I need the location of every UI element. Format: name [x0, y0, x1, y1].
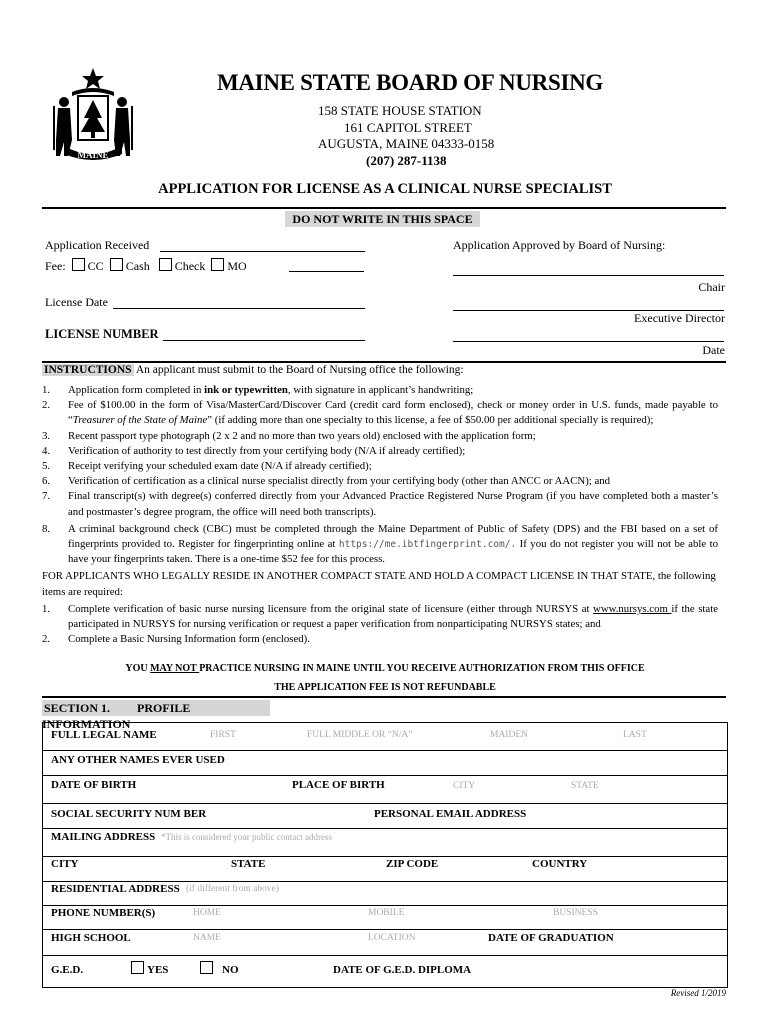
- ged-yes-label: YES: [147, 964, 169, 976]
- board-address: [318, 103, 494, 169]
- list-item: 5. Receipt verifying your scheduled exam date (N/A if already certified);: [42, 460, 372, 473]
- section-title: PROFILE INFORMATION: [42, 701, 191, 731]
- list-item: 3. Recent passport type photograph (2 x 2 and no more than two years old) enclosed with the application form;: [42, 429, 536, 442]
- list-item: 1. Application form completed in ink or typewritten, with signature in applicant’s handwriting;: [42, 384, 474, 396]
- last-name-hint: LAST: [623, 730, 647, 740]
- application-title: APPLICATION FOR LICENSE AS A CLINICAL NURSE SPECIALIST: [158, 181, 612, 197]
- svg-text:MAINE: MAINE: [77, 150, 109, 160]
- instructions-intro: An applicant must submit to the Board of Nursing office the following:: [135, 364, 464, 376]
- instructions-header: [42, 364, 464, 376]
- section-number: SECTION 1.: [44, 701, 111, 715]
- state-label: STATE: [231, 858, 266, 870]
- divider: [42, 696, 726, 698]
- list-item: 7. Final transcript(s) with degree(s) conferred directly from your Advanced Practice Registered Nurse Program (if you have completed both a master’s and postmaster’s degree program, the office will need both transcripts).: [42, 490, 718, 518]
- full-legal-name-row[interactable]: [43, 723, 727, 751]
- birth-row[interactable]: [43, 776, 727, 804]
- fingerprint-link[interactable]: https://me.ibtfingerprint.com/.: [338, 539, 517, 551]
- phone-row[interactable]: [43, 906, 727, 930]
- residential-address-hint: (if different from above): [186, 884, 279, 894]
- fee-cc-label: CC: [87, 259, 104, 273]
- do-not-write-banner: DO NOT WRITE IN THIS SPACE: [285, 211, 480, 227]
- city-label: CITY: [51, 858, 79, 870]
- fee-cc-checkbox[interactable]: [72, 258, 85, 271]
- page-title: MAINE STATE BOARD OF NURSING: [216, 70, 604, 95]
- divider: [42, 361, 726, 363]
- maiden-name-hint: MAIDEN: [490, 730, 528, 740]
- divider: [42, 207, 726, 209]
- list-item: 4. Verification of authority to test directly from your certifying body (N/A if already certified);: [42, 444, 466, 457]
- authorization-warning: YOU MAY NOT PRACTICE NURSING IN MAINE UNTIL YOU RECEIVE AUTHORIZATION FROM THIS OFFICE: [125, 663, 645, 674]
- license-number-label: LICENSE NUMBER: [45, 327, 159, 341]
- mobile-phone-hint: MOBILE: [368, 908, 405, 918]
- residential-address-row[interactable]: [43, 882, 727, 906]
- school-name-hint: NAME: [193, 933, 221, 943]
- compact-intro: FOR APPLICANTS WHO LEGALLY RESIDE IN ANOTHER COMPACT STATE AND HOLD A COMPACT LICENSE IN THAT STATE, the following items are required:: [42, 570, 716, 598]
- fee-cash-checkbox[interactable]: [110, 258, 123, 271]
- license-date-label: License Date: [45, 295, 108, 309]
- phone-label: PHONE NUMBER(S): [51, 907, 156, 919]
- fee-label: Fee:: [45, 259, 66, 273]
- fee-row: [45, 258, 247, 274]
- pob-city-hint: CITY: [453, 781, 476, 791]
- state-seal: [50, 66, 136, 166]
- ged-date-label: DATE OF G.E.D. DIPLOMA: [333, 964, 472, 976]
- license-number-field[interactable]: [163, 328, 365, 341]
- license-date-field[interactable]: [113, 296, 365, 309]
- list-item: 8. A criminal background check (CBC) must be completed through the Maine Department of Public of Safety (DPS) and the FBI based on a set of fingerprints provided to. Register for fingerprinting online at https://me.ibtfingerprint.com/. If you do not register you will not be able to have your fingerprints taken. There is a one-time $52 fee for this process.: [42, 522, 718, 566]
- list-item: 2. Fee of $100.00 in the form of Visa/MasterCard/Discover Card (credit card form enclosed), check or money order in U.S. funds, made payable to “Treasurer of the State of Maine” (if adding more than one specialty to this license, a fee of $50.00 per additional specially is required);: [42, 399, 718, 427]
- address-line: AUGUSTA, MAINE 04333-0158: [318, 136, 495, 151]
- ssn-email-row[interactable]: [43, 804, 727, 829]
- ged-no-label: NO: [222, 964, 239, 976]
- fee-mo-field[interactable]: [289, 259, 364, 272]
- high-school-row[interactable]: [43, 930, 727, 956]
- executive-director-signature-line[interactable]: [453, 298, 724, 311]
- graduation-date-label: DATE OF GRADUATION: [488, 932, 614, 944]
- application-received-label: Application Received: [45, 238, 150, 252]
- ssn-label: SOCIAL SECURITY NUM BER: [51, 808, 207, 820]
- home-phone-hint: HOME: [193, 908, 221, 918]
- address-line: 158 STATE HOUSE STATION: [318, 103, 482, 118]
- mailing-address-row[interactable]: [43, 829, 727, 857]
- country-label: COUNTRY: [532, 858, 588, 870]
- pob-label: PLACE OF BIRTH: [292, 779, 385, 791]
- approved-label: Application Approved by Board of Nursing:: [453, 238, 666, 252]
- other-names-row[interactable]: [43, 751, 727, 776]
- fee-cash-label: Cash: [125, 259, 150, 273]
- residential-address-label: RESIDENTIAL ADDRESS: [51, 883, 180, 895]
- dob-label: DATE OF BIRTH: [51, 779, 137, 791]
- fee-warning: THE APPLICATION FEE IS NOT REFUNDABLE: [274, 682, 496, 693]
- address-line: 161 CAPITOL STREET: [344, 119, 472, 135]
- mailing-address-label: MAILING ADDRESS: [51, 831, 156, 843]
- instructions-heading: INSTRUCTIONS: [44, 364, 132, 376]
- other-names-label: ANY OTHER NAMES EVER USED: [51, 754, 225, 766]
- list-item: 2. Complete a Basic Nursing Information form (enclosed).: [42, 633, 310, 646]
- instructions-list: [42, 383, 718, 647]
- fee-mo-checkbox[interactable]: [211, 258, 224, 271]
- application-received-field[interactable]: [160, 239, 365, 252]
- fee-mo-label: MO: [227, 259, 247, 273]
- nursys-link[interactable]: www.nursys.com: [593, 602, 672, 615]
- middle-name-hint: FULL MIDDLE OR “N/A”: [307, 730, 413, 740]
- school-location-hint: LOCATION: [368, 933, 416, 943]
- chair-label: Chair: [698, 280, 725, 294]
- first-name-hint: FIRST: [210, 730, 236, 740]
- date-label: Date: [702, 343, 725, 357]
- zip-label: ZIP CODE: [386, 858, 439, 870]
- section-1-header: [42, 700, 270, 731]
- city-state-row[interactable]: [43, 857, 727, 882]
- ged-yes-checkbox[interactable]: [131, 961, 144, 974]
- pob-state-hint: STATE: [571, 781, 599, 791]
- chair-signature-line[interactable]: [453, 263, 724, 276]
- date-line[interactable]: [453, 329, 724, 342]
- fee-check-checkbox[interactable]: [159, 258, 172, 271]
- full-legal-name-label: FULL LEGAL NAME: [51, 729, 157, 741]
- profile-grid: [42, 722, 728, 988]
- fee-check-label: Check: [174, 259, 206, 273]
- list-item: 6. Verification of certification as a clinical nurse specialist directly from your certifying body (other than ANCC or AACN); and: [42, 475, 611, 488]
- ged-row[interactable]: [43, 956, 727, 987]
- list-item: 1. Complete verification of basic nurse nursing licensure from the original state of licensure (either through NURSYS at www.nursys.com if the state participated in NURSYS for nursing verification or request a paper verification from nonparticipating NURSYS states; and: [42, 602, 718, 631]
- business-phone-hint: BUSINESS: [553, 908, 598, 918]
- executive-director-label: Executive Director: [634, 311, 725, 325]
- mailing-address-hint: *This is considered your public contact address: [161, 832, 332, 842]
- ged-no-checkbox[interactable]: [200, 961, 213, 974]
- email-label: PERSONAL EMAIL ADDRESS: [374, 808, 527, 820]
- ged-label: G.E.D.: [51, 964, 84, 976]
- high-school-label: HIGH SCHOOL: [51, 932, 131, 944]
- revision-date: Revised 1/2019: [670, 988, 726, 998]
- phone-number: (207) 287-1138: [366, 152, 447, 168]
